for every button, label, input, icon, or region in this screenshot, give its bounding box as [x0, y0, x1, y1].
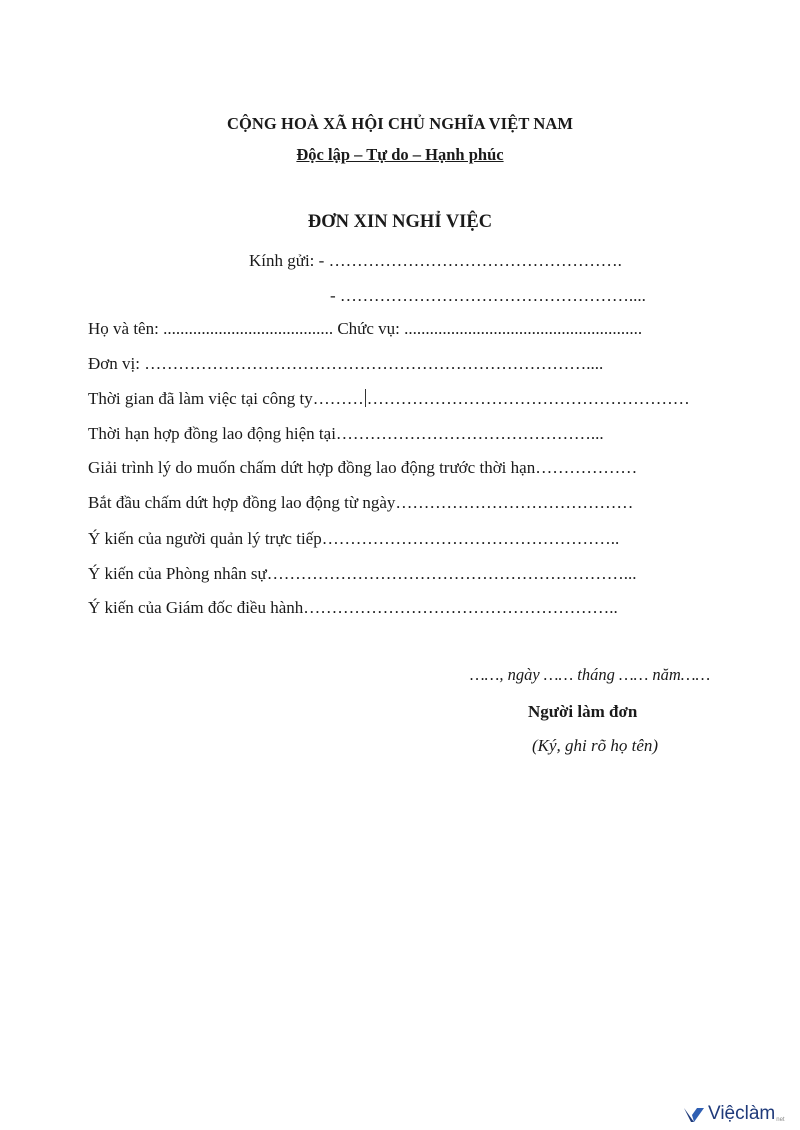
vieclam-watermark [683, 1104, 785, 1124]
hr-opinion-field: Ý kiến của Phòng nhân sự………………………………………………………... [88, 564, 637, 583]
name-position-field: Họ và tên: ........................................ Chức vụ: ........................................................ [88, 319, 643, 338]
country-header: CỘNG HOÀ XÃ HỘI CHỦ NGHĨA VIỆT NAM [226, 114, 574, 133]
text-cursor [365, 389, 366, 407]
manager-opinion-field: Ý kiến của người quản lý trực tiếp…………………………………………….. [88, 529, 620, 548]
work-time-label: Thời gian đã làm việc tại công ty……… [88, 389, 364, 408]
document-title: ĐƠN XIN NGHỈ VIỆC [307, 212, 493, 232]
signer-label: Người làm đơn [528, 702, 638, 721]
reason-field: Giải trình lý do muốn chấm dứt hợp đồng lao động trước thời hạn……………… [88, 458, 638, 477]
national-motto [0, 145, 800, 165]
recipient-line-1: Kính gửi: - ……………………………………………. [249, 251, 622, 270]
motto-text: Độc lập – Tự do – Hạnh phúc [296, 145, 504, 164]
signature-note: (Ký, ghi rõ họ tên) [532, 736, 659, 755]
vieclam-suffix: net [776, 1117, 785, 1123]
work-time-field [88, 389, 690, 409]
recipient-line-2: - …………………………………………….... [330, 286, 646, 305]
vieclam-logo-icon [683, 1106, 705, 1124]
work-time-dots: ………………………………………………… [366, 389, 690, 408]
director-opinion-field: Ý kiến của Giám đốc điều hành……………………………………………….. [88, 598, 618, 617]
date-line: ……, ngày …… tháng …… năm…… [470, 665, 711, 684]
contract-term-field: Thời hạn hợp đồng lao động hiện tại………………………………………... [88, 424, 604, 443]
unit-field: Đơn vị: …………………………………………………………………….... [88, 354, 604, 373]
start-date-field: Bắt đầu chấm dứt hợp đồng lao động từ ngày…………………………………… [88, 493, 634, 512]
vieclam-brand: Việclàm [708, 1103, 776, 1124]
